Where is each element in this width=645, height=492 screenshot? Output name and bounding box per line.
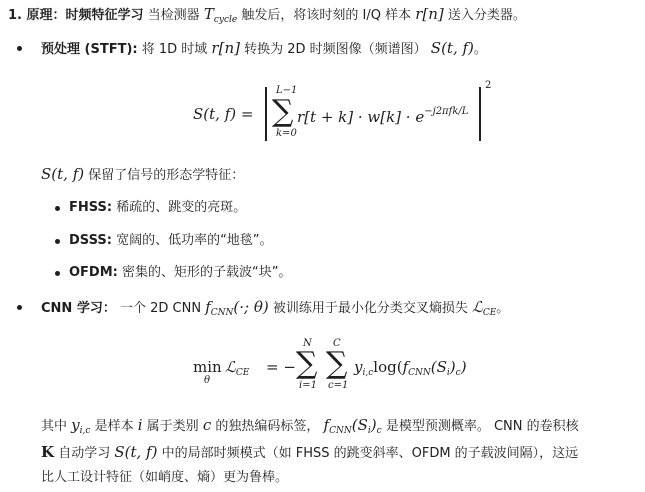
feature-ofdm-desc: 密集的、矩形的子载波“块”。 <box>122 265 292 280</box>
stft-title: 预处理 (STFT): <box>41 42 138 57</box>
bullet-fhss <box>55 206 60 211</box>
stft-text-2: 转换为 2D 时频图像（频谱图） <box>244 42 427 57</box>
stft-after-text: 保留了信号的形态学特征： <box>88 168 245 183</box>
cnn-p1-y: $y_{i,c}$ <box>71 416 91 436</box>
cnn-p2-s: S(t, f) <box>114 443 158 461</box>
cnn-p1-a: 其中 <box>41 419 68 434</box>
feature-ofdm-name: OFDM: <box>69 265 118 280</box>
cnn-eq-lhs: ℒ$_{CE}$ <box>225 358 250 378</box>
cnn-eq-sum1-top: N <box>303 338 312 349</box>
stft-text-1: 将 1D 时域 <box>141 42 208 57</box>
heading-label: 1. 原理： <box>8 8 66 23</box>
cnn-eq-min-sub: θ <box>204 375 211 386</box>
cnn-p2-k: K <box>41 443 55 461</box>
heading-text-2: 触发后，将该时刻的 I/Q 样本 <box>241 8 412 23</box>
heading-text-3: 送入分类器。 <box>447 8 526 23</box>
feature-dsss-name: DSSS: <box>69 233 112 248</box>
stft-after-math: S(t, f) <box>41 165 85 183</box>
stft-eq-abs-right <box>479 87 481 141</box>
stft-eq-sigma: ∑ <box>272 94 294 129</box>
stft-eq-sum-bottom: k=0 <box>276 128 297 139</box>
cnn-p2-b: 中的局部时频模式（如 FHSS 的跳变斜率、OFDM 的子载波间隔），这远 <box>161 446 579 461</box>
bullet-stft <box>17 46 22 51</box>
cnn-p1-i: i <box>137 416 143 434</box>
cnn-p2-a: 自动学习 <box>58 446 111 461</box>
cnn-math-f: $f_{CNN}(\cdot$; θ) <box>205 298 269 318</box>
cnn-title: CNN 学习： <box>41 301 116 316</box>
feature-fhss <box>69 199 246 217</box>
feature-fhss-name: FHSS: <box>69 200 113 215</box>
bullet-cnn <box>17 305 22 310</box>
cnn-text-2: 被训练用于最小化分类交叉熵损失 <box>272 301 468 316</box>
cnn-eq-body: $y_{i,c}\log(f_{CNN}(S_i)_c)$ <box>354 358 467 378</box>
stft-eq-sum-top: L−1 <box>276 85 298 96</box>
cnn-eq-sigma-2: ∑ <box>326 346 348 381</box>
cnn-text-3: 。 <box>496 301 510 316</box>
cnn-p1-f: $f_{CNN}(S_i)_c$ <box>323 416 382 436</box>
cnn-eq-equals: = − <box>266 358 296 376</box>
cnn-line <box>41 298 509 322</box>
cnn-para-line-2 <box>41 443 578 463</box>
stft-after-line <box>41 165 244 185</box>
heading-bold-term: 时频特征学习 <box>65 8 144 23</box>
cnn-p1-b: 是样本 <box>94 419 134 434</box>
cnn-p1-d: 的独热编码标签， <box>215 419 320 434</box>
heading-text-1: 当检测器 <box>147 8 200 23</box>
cnn-para-line-1 <box>41 416 579 440</box>
cnn-p1-e: 是模型预测概率。 CNN 的卷积核 <box>385 419 579 434</box>
cnn-eq-min: min <box>193 358 222 376</box>
stft-math-s: S(t, f) <box>430 39 474 57</box>
stft-line <box>41 39 487 59</box>
bullet-ofdm <box>55 271 60 276</box>
feature-ofdm <box>69 264 291 282</box>
bullet-dsss <box>55 239 60 244</box>
stft-math-r: r[n] <box>211 39 240 57</box>
cnn-text-1: 一个 2D CNN <box>119 301 202 316</box>
heading-math-t: $T_{cycle}$ <box>203 5 238 25</box>
cnn-eq-sum2-bottom: c=1 <box>328 380 349 391</box>
cnn-eq-sigma-1: ∑ <box>296 346 318 381</box>
feature-fhss-desc: 稀疏的、跳变的亮斑。 <box>116 200 247 215</box>
stft-text-3: 。 <box>473 42 487 57</box>
cnn-p1-cvar: c <box>202 416 212 434</box>
stft-eq-body: $r[t + k] \cdot w[k] \cdot e^{-j2\pi fk/L}$ <box>297 106 469 126</box>
cnn-eq-sum1-bottom: i=1 <box>299 380 317 391</box>
cnn-p1-c: 属于类别 <box>146 419 199 434</box>
stft-eq-lhs: S(t, f) = <box>193 105 254 123</box>
heading-math-r: r[n] <box>415 5 444 23</box>
heading-line <box>8 5 526 29</box>
feature-dsss-desc: 宽阔的、低功率的“地毯”。 <box>116 233 273 248</box>
feature-dsss <box>69 232 273 250</box>
stft-eq-power: 2 <box>485 80 492 91</box>
cnn-para-line-3: 比人工设计特征（如峭度、熵）更为鲁棒。 <box>41 470 289 485</box>
stft-eq-abs-left <box>265 87 267 141</box>
cnn-math-loss: ℒ$_{CE}$ <box>472 298 497 318</box>
cnn-eq-sum2-top: C <box>333 338 341 349</box>
